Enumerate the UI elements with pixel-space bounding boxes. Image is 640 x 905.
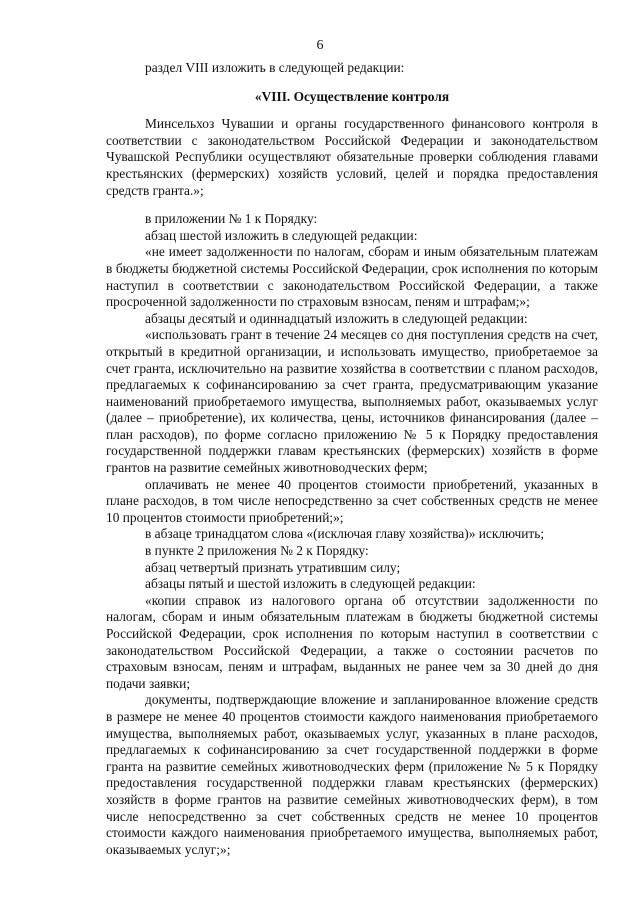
paragraph: в абзаце тринадцатом слова «(исключая главу хозяйства)» исключить; (145, 526, 545, 542)
paragraph: «не имеет задолженности по налогам, сборам и иным обязательным платежам в бюджеты бюджетной системы Российской Федерации, срок исполнения по которым наступил в соответствии с законодательством Российской Федерации, а также просроченной задолженности по страховым взносам, пеням и штрафам;»; (106, 244, 598, 310)
paragraph: оплачивать не менее 40 процентов стоимости приобретений, указанных в плане расходов, в том числе непосредственно за счет собственных средств не менее 10 процентов стоимости приобретений;»; (106, 476, 598, 525)
paragraph: раздел VIII изложить в следующей редакции: (145, 60, 405, 75)
paragraph: Минсельхоз Чувашии и органы государственного финансового контроля в соответствии с законодательством Российской Федерации и законодательством Чувашской Республики осуществляют обязательные проверки соблюдения главами крестьянских (фермерских) хозяйств условий, целей и порядка предоставления средств гранта.»; (106, 116, 598, 198)
page-number: 6 (316, 38, 324, 53)
paragraph: абзацы десятый и одиннадцатый изложить в следующей редакции: (145, 310, 528, 326)
paragraph: в приложении № 1 к Порядку: (145, 211, 318, 227)
paragraph: в пункте 2 приложения № 2 к Порядку: (145, 543, 369, 559)
paragraph: «копии справок из налогового органа об отсутствии задолженности по налогам, сборам и иным обязательным платежам в бюджеты бюджетной системы Российской Федерации, срок исполнения по которым наступил в соответствии с законодательством Российской Федерации, а также о состоянии расчетов по страховым взносам, пеням и штрафам, выданных не ранее чем за 30 дней до дня подачи заявки; (106, 592, 598, 691)
paragraph: документы, подтверждающие вложение и запланированное вложение средств в размере не менее 40 процентов стоимости каждого наименования приобретаемого имущества, выполняемых работ, оказываемых услуг, указанных в плане расходов, предлагаемых к софинансированию за счет государственной поддержки в форме гранта на развитие семейных животноводческих ферм (приложение № 5 к Порядку предоставления государственной поддержки главам крестьянских (фермерских) хозяйств в форме грантов на развитие семейных животноводческих ферм), в том числе непосредственно за счет собственных средств не менее 10 процентов стоимости каждого наименования приобретаемого имущества, выполняемых работ, оказываемых услуг;»; (106, 692, 598, 857)
section-heading: «VIII. Осуществление контроля (254, 88, 450, 104)
paragraph: абзац четвертый признать утратившим силу; (145, 559, 401, 575)
paragraph: «использовать грант в течение 24 месяцев со дня поступления средств на счет, открытый в кредитной организации, и использовать имущество, приобретаемое за счет гранта, исключительно на развитие хозяйства в соответствии с планом расходов, предлагаемых к софинансированию за счет гранта, предусматривающим указание наименований приобретаемого имущества, выполняемых работ, оказываемых услуг (далее – приобретение), их количества, цены, источников финансирования (далее – план расходов), по форме согласно приложению № 5 к Порядку предоставления государственной поддержки главам крестьянских (фермерских) хозяйств в форме грантов на развитие семейных животноводческих ферм; (106, 327, 598, 476)
paragraph: абзацы пятый и шестой изложить в следующей редакции: (145, 576, 476, 592)
document-body (106, 60, 598, 858)
paragraph: абзац шестой изложить в следующей редакции: (145, 227, 418, 243)
